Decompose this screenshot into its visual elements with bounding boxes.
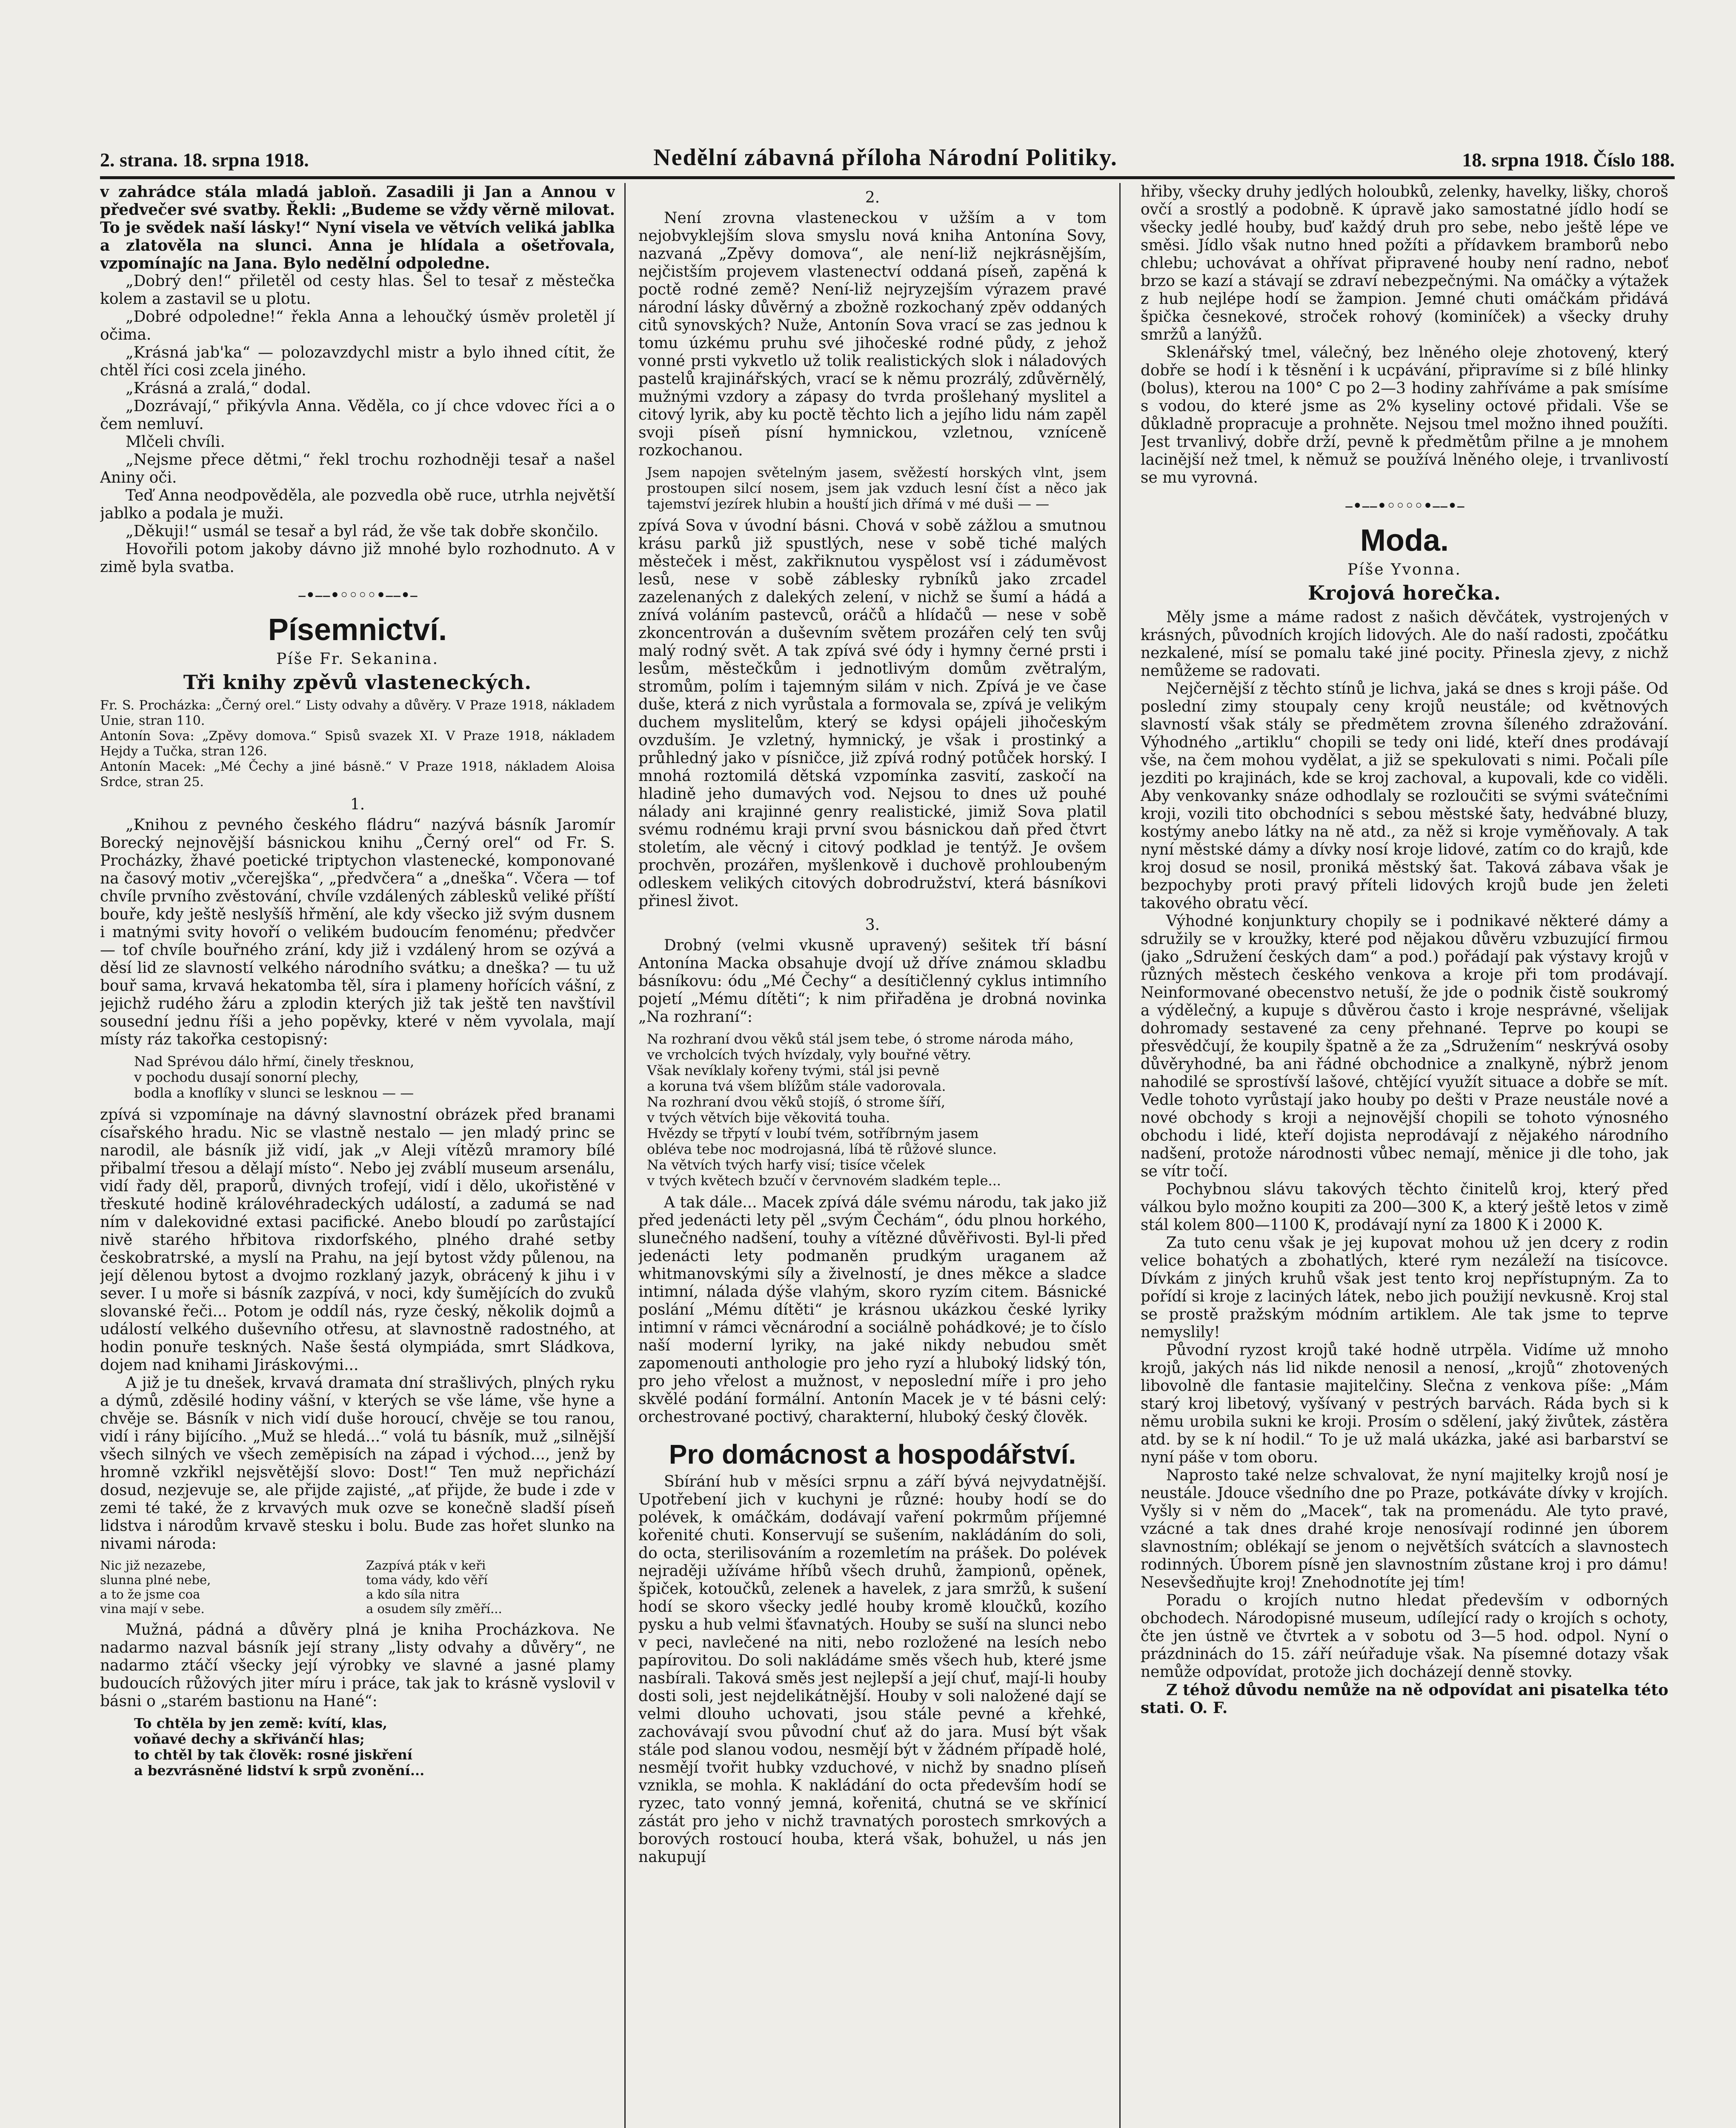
column-3 — [1141, 183, 1668, 2128]
verse-left: Nic již nezazebe, slunna plné nebe, a to že jsme coa vina mají v sebe. — [100, 1558, 211, 1616]
article-paragraph: Drobný (velmi vkusně upravený) sešitek tří básní Antonína Macka obsahuje dvojí už dříve známou skladbu básníkovu: ódu „Mé Čechy“ a desítičlenný cyklus intimního pojetí „Mému dítěti“; k nim přiřaděna je drobná novinka „Na rozhraní“: — [638, 937, 1107, 1026]
article-paragraph: Za tuto cenu však je jej kupovat mohou už jen dcery z rodin velice bohatých a zbohatlých, které rym nezáleží na tisícovce. Dívkám z jiných kruhů však jest tento kroj nepřístupným. Za to pořídí si kroje z laciných látek, nebo jich použijí nevkusně. Kroj stal se prostě pražským módním artiklem. Ale tak jsme to teprve nemyslily! — [1141, 1234, 1668, 1341]
article-paragraph: zpívá si vzpomínaje na dávný slavnostní obrázek před branami císařského hradu. Nic se vlastně nestalo — jen mladý princ se narodil, ale básník již vidí, jak „v Aleji vítězů mramory bílé přibalmí třesou a dělají místo“. Nebo jej zváblí museum arsenálu, vidí řady děl, praporů, divných trofejí, vidí i dělo, ukořistěné v třeskuté hodině královéhradeckých událostí, a zadumá se nad ním v dalekovidné extasi pacifické. Anebo bloudí po zarůstající nivě starého hřbitova rixdorfského, plného drahé setby českobratrské, a myslí na Prahu, na její bytost vždy půlenou, na její dělenou bytost a dvojmo rozklaný jazyk, obrácený k jihu i v sever. I u moře si básník zazpívá, v noci, kdy šumějících do zvuků slovanské řeči... Potom je oddíl nás, ryze český, několik dojmů a událostí velkého duševního otřesu, at slavnostně radostného, at hodin ponuře teskných. Naše šestá olympiáda, smrt Sládkova, dojem nad knihami Jiráskovými... — [100, 1106, 615, 1374]
section-number: 2. — [865, 189, 880, 206]
section-ornament: –•––•◦◦◦◦•––•– — [297, 586, 418, 605]
article-paragraph: Sbírání hub v měsíci srpnu a září bývá nejvydatnější. Upotřebení jich v kuchyni je různé: houby hodí se do polévek, k omáčkám, dodávají vaření pokrmům příjemné kořenité chuti. Konservují se sušením, nakládáním do soli, do octa, sterilisováním a rozemletím na prášek. Do polévek nejraději užíváme hříbů všech druhů, žampionů, opěnek, špiček, kotoučků, zelenek a havelek, z jara smržů, k sušení hodí se skoro všecky jedlé houby kromě kloučků, kozího pysku a hub velmi šťavnatých. Houby se suší na slunci nebo v peci, navlečené na niti, nebo rozložené na lesích nebo papírovitou. Do soli nakládáme směs všech hub, které jsme nasbírali. Taková směs jest nejlepší a její chuť, mají-li houby dosti soli, jest nejdelikátnější. Houby v soli naložené dají se velmi dlouho uchovati, jsou stále pevné a křehké, zachovávají svou původní chuť až do jara. Musí být však stále pod slanou vodou, nesmějí být v žádném případě holé, nesmějí tvořit hubky vzduchové, v nichž by snadno plíseň vznikla, se mohla. K nakládání do octa především hodí se ryzec, tato vonný jemná, kořenitá, chutná se ve skřínicí zástát pro jeho v nichž travnatých porostech smrkových a borových rostoucí houba, která však, bohužel, u nás jen nakupují — [638, 1473, 1107, 1866]
article-paragraph: Nejčernější z těchto stínů je lichva, jaká se dnes s kroji páše. Od poslední zimy stoupaly ceny krojů neustále; od květnových slavností však stály se předmětem zrovna šíleného zdražování. Výhodného „artiklu“ chopili se tedy oni lidé, kteří dnes prodávají vše, na čem mohou vydělat, a již se spekulovati s nimi. Počali píle jezditi po krajinách, kde se kroj zachoval, a kupovali, kde co viděli. Aby venkovanky snáze odhodlaly se rozloučiti se svými svátečními kroji, vozili tito obchodníci s sebou městské šaty, hedvábné bluzy, kostýmy anebo látky na ně atd., za něž si kroje vyměňovaly. A tak nyní městské dámy a dívky nosí kroje lidové, zatím co do krajů, kde kroj dosud se nosil, proniká městský šat. Taková zábava však je bezpochyby proti pravý příteli lidových krojů bude jen želeti takového obratu věcí. — [1141, 680, 1668, 912]
article-subtitle: Krojová horečka. — [1307, 581, 1501, 604]
verse-quote: To chtěla by jen země: kvítí, klas, voňavé dechy a skřivánčí hlas; to chtěl by tak člověk: rosné jiskření a bezvrásněné lidství k srpů zvonění... — [134, 1715, 425, 1779]
story-paragraph: Hovořili potom jakoby dávno již mnohé bylo rozhodnuto. A v zimě byla svatba. — [100, 541, 615, 576]
section-title-domacnost: Pro domácnost a hospodářství. — [669, 1439, 1076, 1470]
section-title-moda: Moda. — [1360, 523, 1449, 558]
story-paragraph: „Krásná a zralá,“ dodal. — [126, 380, 311, 397]
article-paragraph: „Knihou z pevného českého fládru“ nazývá básník Jaromír Borecký nejnovější básnickou knihu „Černý orel“ od Fr. S. Procházky, žhavé poetické triptychon vlastenecké, komponované na časový motiv „včerejška“, „předvčera“ a „dneška“. Včera — tof chvíle prvního zvěstování, chvíle vzdálených záblesků veliké příští bouře, kdy ještě neslyšíš hřmění, ale kdy všecko již svým dusnem i matnými svity hovoří o velikém budoucím fenoménu; předvčer — tof chvíle bouřného zrání, kdy již i vzdálený hrom se ozývá a děsí lid ze slavností velkého národního svátku; a dneška? — tu už bouř sama, krvavá hekatomba těl, síra i plameny hořících vášní, z jejichž rudého žáru a zplodin kterých již tak ještě ten navštívil sousední jednu říši a jeho popěvky, které v něm vyvolala, mají místy ráz takořka cestopisný: — [100, 816, 615, 1048]
article-paragraph: Pochybnou slávu takových těchto činitelů kroj, který před válkou bylo možno koupiti za 200—300 K, a který ještě letos v zimě stál kolem 800—1100 K, prodávají nyní za 1800 K i 2000 K. — [1141, 1181, 1668, 1234]
verse-quote: Jsem napojen světelným jasem, svěžestí horských vlnt, jsem prostoupen silcí nosem, jsem jak vzduch lesní číst a něco jak tajemství jezírek hlubin a houští jich dřímá v mé duši — — — [647, 464, 1107, 512]
article-paragraph: Původní ryzost krojů také hodně utrpěla. Vidíme už mnoho krojů, jakých nás lid nikde nenosil a nenosí, „krojů“ zhotovených libovolně dle fantasie majitelčiny. Slečna z venkova píše: „Mám starý kroj libetový, vyšívaný v pestrých barvách. Ráda bych si k němu urobila sukni ke kroji. Prosím o sdělení, jaký živůtek, zástěra atd. by se k ní hodil.“ To je už malá ukázka, jaké asi barbarství se nyní páše v tom oboru. — [1141, 1341, 1668, 1466]
section-number: 1. — [350, 796, 365, 813]
story-paragraph: Mlčeli chvíli. — [126, 433, 225, 451]
article-paragraph: Mužná, pádná a důvěry plná je kniha Procházkova. Ne nadarmo nazval básník její strany „listy odvahy a důvěry“, ne nadarmo ztáčí všecky její výrobky ve slavné a jasné plamy budoucích růžových jiter míru i práce, tak jak to krásně vyslovil v básni o „starém bastionu na Hané“: — [100, 1621, 615, 1710]
two-column-verse — [100, 1558, 615, 1616]
article-paragraph: Z téhož důvodu nemůže na ně odpovídat ani pisatelka této stati. O. F. — [1141, 1681, 1668, 1717]
story-paragraph: Teď Anna neodpověděla, ale pozvedla obě ruce, utrhla největší jablko a podala je muži. — [100, 487, 615, 522]
book-entry-2: Antonín Sova: „Zpěvy domova.“ Spisů svazek XI. V Praze 1918, nákladem Hejdy a Tučka, stran 126. — [100, 729, 615, 759]
byline: Píše Fr. Sekanina. — [276, 650, 439, 668]
verse-right: Zazpívá pták v keři toma vády, kdo věří a kdo síla nitra a osudem síly změří... — [366, 1558, 502, 1616]
article-paragraph: hřiby, všecky druhy jedlých holoubků, zelenky, havelky, lišky, choroš ovčí a srostlý a podobně. K úpravě jako samostatné jídlo hodí se všecky jedlé houby, buď každý druh pro sebe, nebo ještě lépe ve směsi. Jídlo však nutno hned požíti a přídavkem bramborů nebo chlebu; uchovávat a ohřívat připravené houby není radno, neboť brzo se kazí a stávají se zdraví nebezpečnými. Na omáčky a výtažek z hub nejlépe hodí se žampion. Jemné chuti omáčkám přidává špička česnekové, stroček rohový (kominíček) a všecky druhy smržů a lanýžů. — [1141, 183, 1668, 343]
article-paragraph: zpívá Sova v úvodní básni. Chová v sobě zážlou a smutnou krásu parků již spustlých, nese v sobě tiché malých městeček i měst, zakřiknutou vyspělost vsí i záduměvost lesů, nese v sobě záblesky rybníků jako zrcadel zazelenaných z dalekých zelení, v nichž se šumí a hádá a znívá voláním pastevců, oráčů a hlídačů — nese v sobě zkoncentrován a duševním světem prozářen celý ten svůj malý rodný svět. A tak zpívá své ódy i hymny černé prsti i lesům, městečkům i jednotlivým domům zvětralým, stromům, polím i tajemným silám v nich. Zpívá je ve čase duše, která z nich vyrůstala a formovala se, zpívá je velikým duchem myslitelům, který se kdysi opájeli jihočeským ovzduším. Je vzletný, hymnický, je však i prostinký a průhledný jako v písničce, již zpívá rodný potůček horský. I mnohá roztomilá dětská vzpomínka zasvití, zaskočí na hladině jeho dumavých vod. Nejsou to dnes už pouhé nálady ani krajinné genry realistické, jimiž Sova platil svému rodnému kraji první svou básnickou daň před čtvrt stoletím, ale věcný i citový podklad je tentýž. Je ovšem prochvěn, prozářen, myšlenkově i duchově prohloubeným odleskem velikých citových dobrodružství, která básníkovi přinesl život. — [638, 517, 1107, 910]
article-paragraph: A tak dále... Macek zpívá dále svému národu, tak jako již před jedenácti lety pěl „svým Čechám“, ódu plnou horkého, slunečného nadšení, touhy a vítězné důvěřivosti. Byl-li před jedenácti lety podmaněn prudkým uraganem až whitmanovskými síly a živelností, je dnes měkce a sladce intimní, nálada dýše vlahým, skoro ryzím citem. Básnické poslání „Mému dítěti“ je krásnou ukázkou české lyriky intimní v rámci věcnárodní a sociálně pohádkové; je to číslo naší moderní lyriky, na jaké nikdy nebudou smět zapomenouti anthologie pro jeho ryzí a hluboký lidský tón, pro jeho vřelost a mužnost, v neposlední míře i pro jeho skvělé podání formální. Antonín Macek je v té básni celý: orchestrované poctivý, charakterní, hluboký český člověk. — [638, 1194, 1107, 1426]
story-paragraph: „Krásná jab'ka“ — polozavzdychl mistr a bylo ihned cítit, že chtěl říci cosi zcela jiného. — [100, 344, 615, 379]
story-paragraph: „Děkuji!“ usmál se tesař a byl rád, že vše tak dobře skončilo. — [126, 523, 599, 540]
book-entry-3: Antonín Macek: „Mé Čechy a jiné básně.“ V Praze 1918, nákladem Aloisa Srdce, stran 25. — [100, 759, 615, 789]
book-entry-1: Fr. S. Procházka: „Černý orel.“ Listy odvahy a důvěry. V Praze 1918, nákladem Unie, stran 110. — [100, 698, 615, 728]
verse-quote: Na rozhraní dvou věků stál jsem tebe, ó strome národa máho, ve vrcholcích tvých hvízdaly, vyly bouřné větry. Však nevíklaly kořeny tvými, stál jsi pevně a koruna tvá všem blížům stále vadorovala. Na rozhraní dvou věků stojíš, ó strome šíří, v tvých větvích bije věkovitá touha. Hvězdy se třpytí v loubí tvém, sotříbrným jasem obléva tebe noc modrojasná, líbá tě růžové slunce. Na větvích tvých harfy visí; tisíce včelek v tvých květech bzučí v červnovém sladkém teple... — [647, 1031, 1074, 1189]
story-paragraph: v zahrádce stála mladá jabloň. Zasadili ji Jan a Annou v předvečer své svatby. Řekli: „Budeme se vždy věrně milovat. To je svědek naší lásky!“ Nyní visela ve větvích veliká jablka a zlatověla na slunci. Anna je hlídala a ošetřovala, vzpomínajíc na Jana. Bylo nedělní odpoledne. — [100, 183, 615, 272]
section-number: 3. — [865, 916, 880, 934]
column-rule-1 — [624, 183, 626, 2128]
header-left: 2. strana. 18. srpna 1918. — [100, 149, 309, 171]
story-paragraph: „Dozrávají,“ přikývla Anna. Věděla, co jí chce vdovec říci a o čem nemluví. — [100, 398, 615, 433]
page-header — [100, 145, 1675, 179]
article-paragraph: Není zrovna vlasteneckou v užším a v tom nejobvyklejším slova smyslu nová kniha Antonína Sovy, nazvaná „Zpěvy domova“, ale není-liž nejkrásnějším, nejčistším projevem vlastenectví oddaná píseň, zapěná k poctě rodné země? Není-liž nejryzejším výrazem pravé národní lásky důvěrný a zbožně rozkochaný zpěv oddaných citů synovských? Nuže, Antonín Sova vrací se zas jednou k tomu úzkému pruhu své jihočeské rodné půdy, z jehož vonné prsti vykvetlo už tolik realistických slok i náladových pastelů krajinářských, vrací se k němu prozrálý, zdůvěrnělý, mužnými vzdory a zápasy do tvrda prošlehaný myslitel a citový lyrik, aby ku poctě těchto lich a jejího lidu nám zapěl svoji píseň písní hymnickou, vzletnou, vzníceně rozkochanou. — [638, 209, 1107, 459]
verse-quote: Nad Sprévou dálo hřmí, činely třesknou, v pochodu dusají sonorní plechy, bodla a knoflíky v slunci se lesknou — — — [134, 1053, 415, 1101]
story-paragraph: „Dobré odpoledne!“ řekla Anna a lehoučký úsměv proletěl jí očima. — [100, 308, 615, 343]
byline: Píše Yvonna. — [1347, 561, 1461, 578]
column-1 — [100, 183, 615, 2128]
article-paragraph: Výhodné konjunktury chopily se i podnikavé některé dámy a sdružily se v kroužky, které pod nějakou důvěru vzbuzující firmou (jako „Sdružení českých dam“ a pod.) pořádají pak výstavy krojů v různých městech českého venkova a kroje při tom prodávají. Neinformované obecenstvo netuší, že jde o podnik čistě soukromý a výdělečný, a kupuje s důvěrou často i kroje nesprávné, všelijak dohromady sestavené za ceny přehnané. Teprve po koupi se přesvědčují, že koupily špatně a že za „Sdružením“ neskrývá osoby důvěryhodné, ba ani řádné obchodnice a znalkyně, nýbrž jenom nahodilé se sprostívší lašové, chtějící využít situace a dobře se mít. Vedle tohoto vyrůstají jako houby po dešti v Praze neustále nové a nové obchody s kroji a nejnovější chopili se tohoto výnosného obchodu i lidé, kteří dojista neprodávají z nějakého národního nadšení, protože národnosti vůbec nemají, měnice ji dle toho, jak se vítr točí. — [1141, 912, 1668, 1180]
story-paragraph: „Dobrý den!“ přiletěl od cesty hlas. Šel to tesař z městečka kolem a zastavil se u plotu. — [100, 272, 615, 308]
article-paragraph: Měly jsme a máme radost z našich děvčátek, vystrojených v krásných, původních krojích lidových. Ale do naší radosti, zpočátku nezkalené, mísí se pomalu také jiné pocity. Přinesla zjevy, z nichž nemůžeme se radovati. — [1141, 609, 1668, 680]
header-right: 18. srpna 1918. Číslo 188. — [1462, 149, 1675, 171]
article-paragraph: Naprosto také nelze schvalovat, že nyní majitelky krojů nosí je neustále. Jdouce všedního dne po Praze, potkáváte dívky v krojích. Vyšly si v něm do „Macek“, tak na promenádu. Ale tyto pravé, vzácné a tak dnes drahé kroje nenosívají rodinné jen úborem slavnostním; oblékají se jenom o největších svátcích a slavnostech rodinných. Úborem písně jen slavnostním zůstane kroj i pro dámu! Nesevšedňujte kroj! Znehodnotíte jej tím! — [1141, 1467, 1668, 1591]
column-rule-2 — [1119, 183, 1121, 2128]
section-ornament: –•––•◦◦◦◦•––•– — [1344, 496, 1464, 516]
column-2 — [638, 183, 1107, 2128]
header-masthead: Nedělní zábavná příloha Národní Politiky. — [653, 144, 1118, 171]
article-paragraph: A již je tu dnešek, krvavá dramata dní strašlivých, plných ryku a dýmů, zděsilé hodiny vášní, v kterých se vše láme, vše hyne a chvěje se. Básník v nich vidí duše horoucí, chvěje se tou ranou, vidí i rány bijícího. „Muž se hledá...“ volá tu básník, muž „silnější všech silných ve všech zeměpisích na západ i východ..., jenž by hromně vzkřikl nejsvětější slovo: Dost!“ Ten muž nepřichází dosud, nezjevuje se, ale přijde zajisté, „ať přijde, že bude i zde v zemi té také, že z krvavých muk ozve se konečně sladší píseň lidstva i národům krvavě stesku i bolu. Bude zas hořet slunko na nivami národa: — [100, 1374, 615, 1553]
article-paragraph: Poradu o krojích nutno hledat především v odborných obchodech. Národopisné museum, udílející rady o krojích s ochoty, čte jen ústně ve čtvrtek a v sobotu od 3—5 hod. odpol. Nyní o prázdninách do 15. září neúřaduje však. Na písemné dotazy však nemůže odpovídat, protože jich docházejí denně stovky. — [1141, 1592, 1668, 1681]
story-paragraph: „Nejsme přece dětmi,“ řekl trochu rozhodněji tesař a našel Aniny oči. — [100, 451, 615, 486]
article-paragraph: Sklenářský tmel, válečný, bez lněného oleje zhotovený, který dobře se hodí i k těsnění i k ucpávání, připravíme si z bílé hlinky (bolus), kterou na 100° C po 2—3 hodiny zahříváme a pak smísíme s vodou, do které jsme as 2% kyseliny octové přidali. Vše se důkladně propracuje a prohněte. Nejsou tmel možno ihned použíti. Jest trvanlivý, dobře drží, pevně k předmětům přilne a je mnohem lacinější než tmel, k němuž se používá lněného oleje, i trvanlivostí se mu vyrovná. — [1141, 344, 1668, 486]
section-title-pisemnictvi: Písemnictví. — [268, 613, 447, 647]
article-subtitle: Tři knihy zpěvů vlasteneckých. — [183, 671, 532, 694]
